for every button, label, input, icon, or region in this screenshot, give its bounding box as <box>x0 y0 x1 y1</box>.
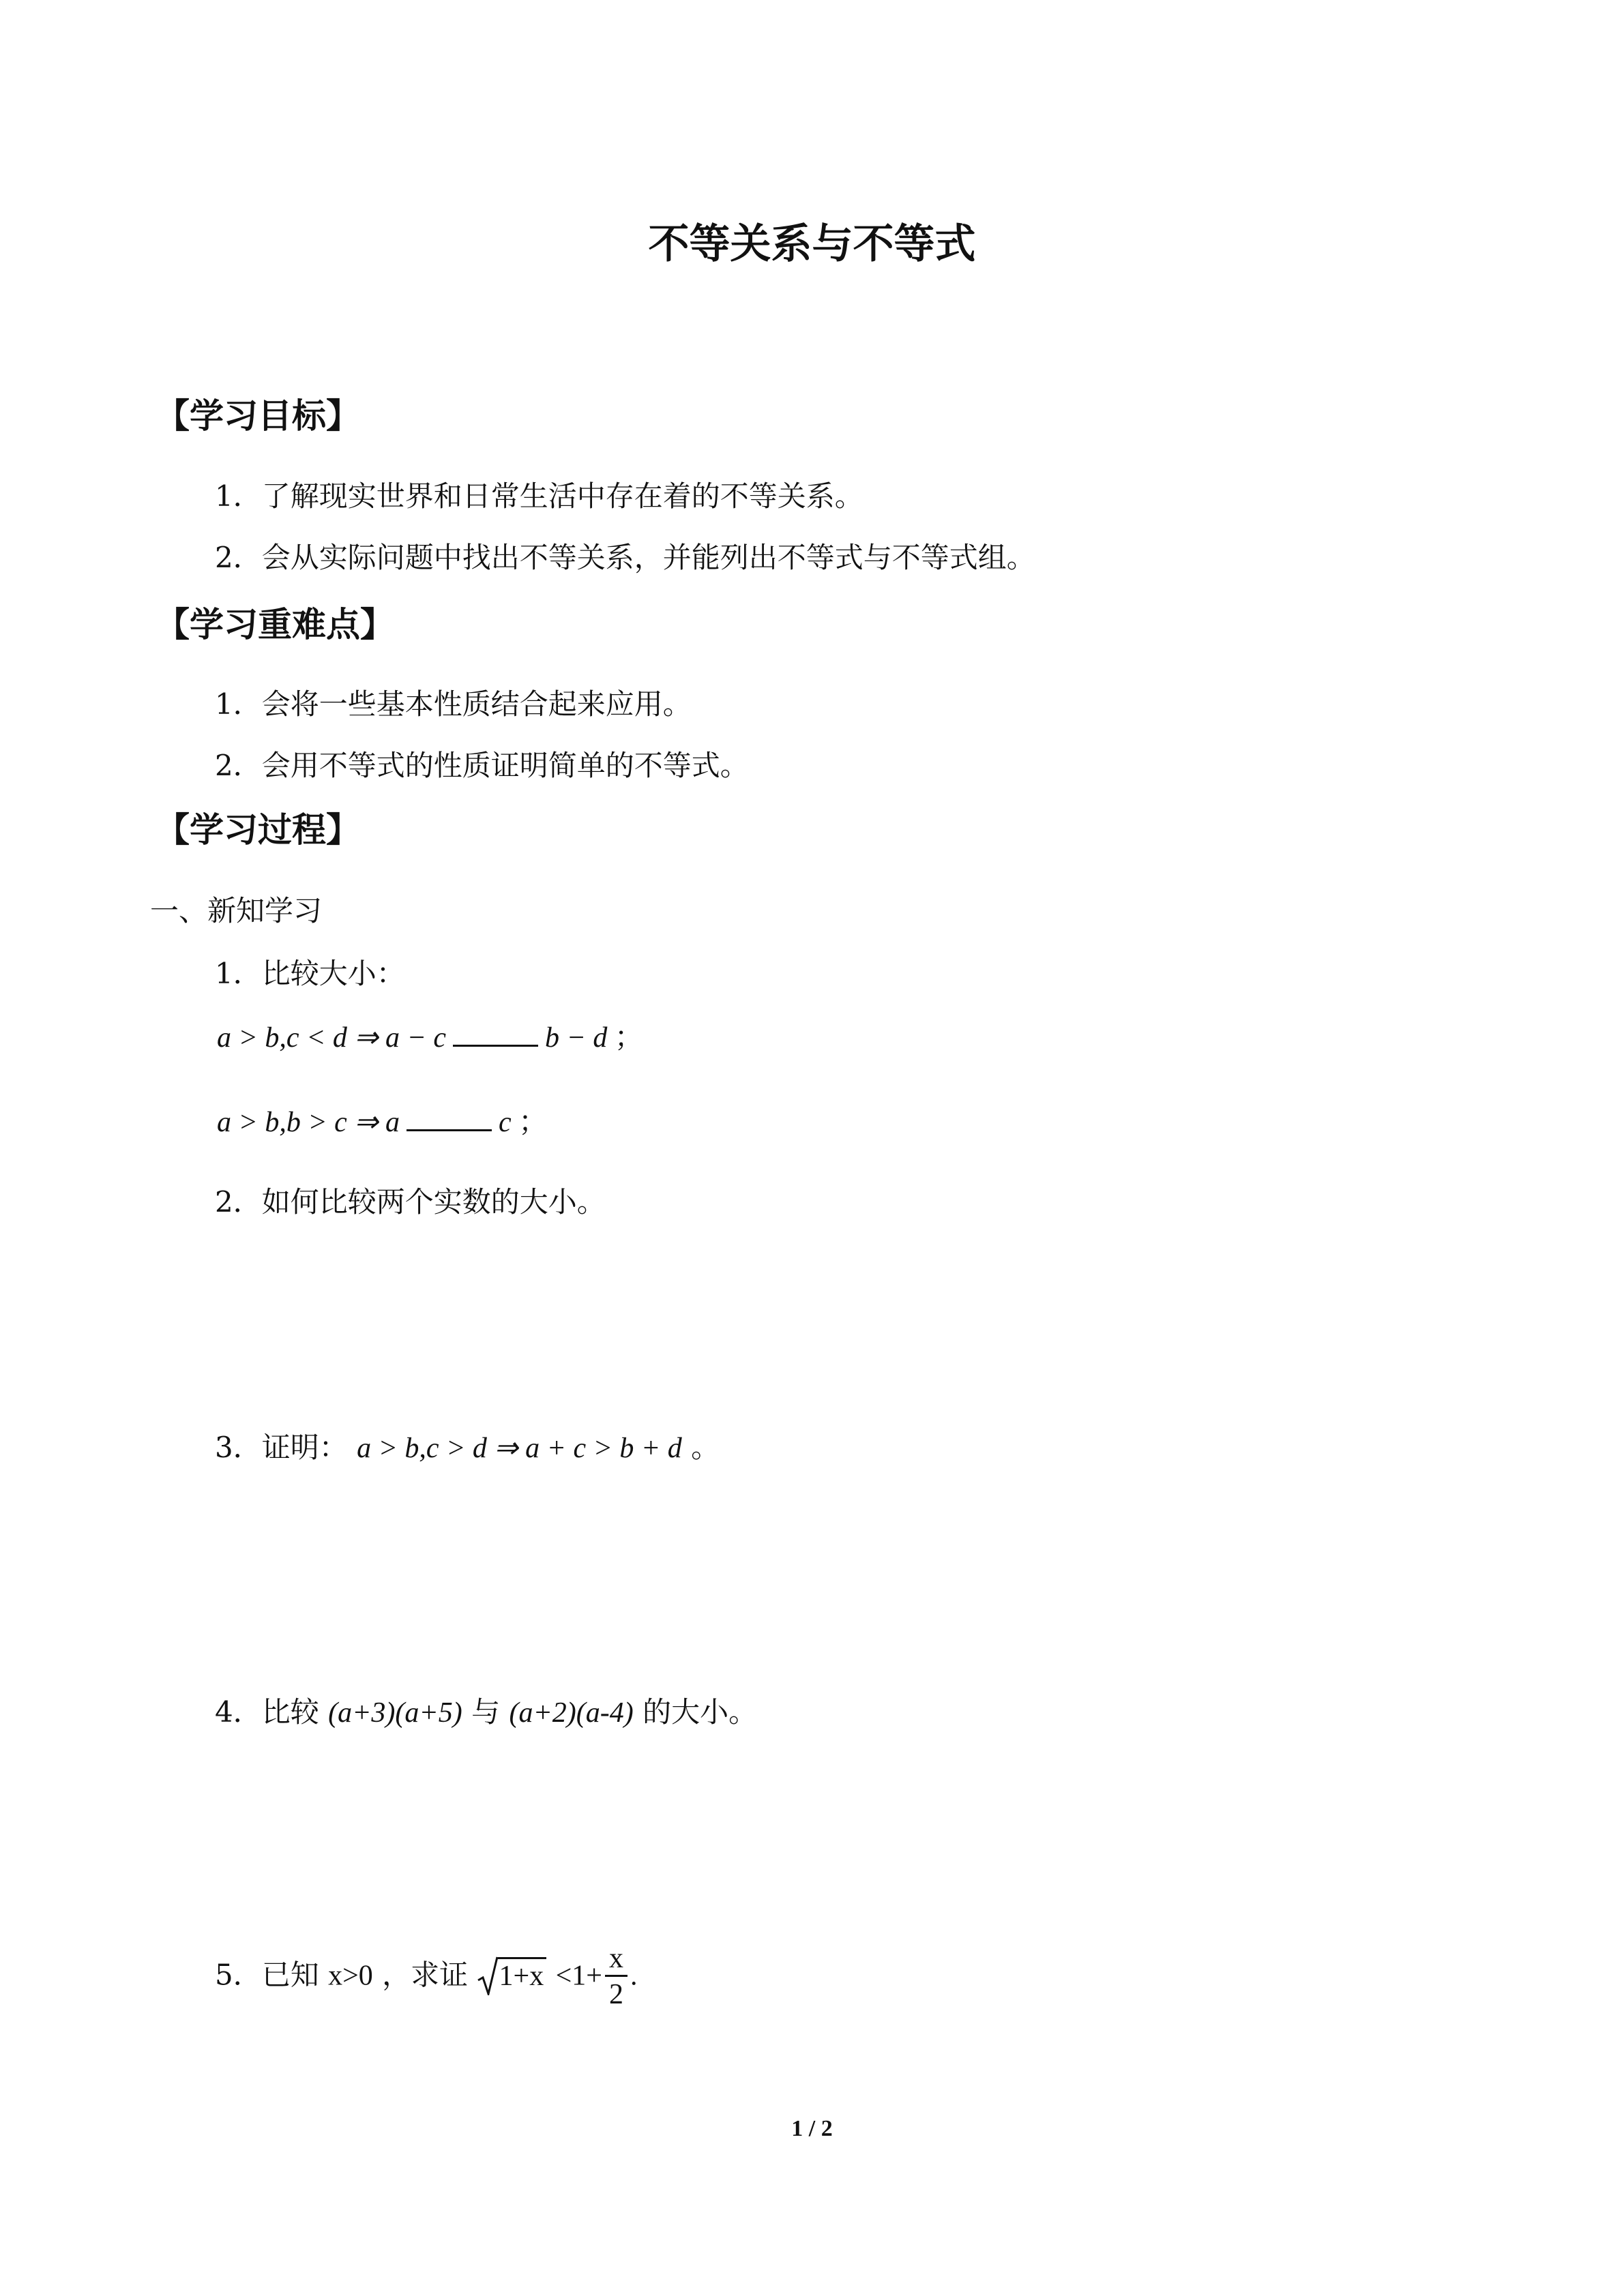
semicolon-1: ； <box>614 1022 643 1054</box>
page-title: 不等关系与不等式 <box>648 220 976 268</box>
question-1-expression-2 <box>217 1099 547 1140</box>
question-5-label: 5．已知 <box>215 1958 319 1992</box>
question-4-label: 4．比较 <box>215 1695 319 1729</box>
fraction-denominator: 2 <box>608 1979 623 2010</box>
question-5-inequality: <1+ <box>555 1960 602 1992</box>
question-4-expression-1: (a+3)(a+5) <box>328 1697 462 1729</box>
question-3-label: 3．证明： <box>215 1431 348 1464</box>
objective-item-2: 2．会从实际问题中找出不等关系，并能列出不等式与不等式组。 <box>215 541 1035 574</box>
question-1-expression-1 <box>217 1015 643 1056</box>
question-5-mid: ，求证 <box>382 1958 469 1992</box>
expression-2-left: a > b,b > c ⇒ a <box>217 1107 400 1138</box>
expression-1-right: b − d <box>545 1022 608 1054</box>
question-1-label: 1．比较大小： <box>215 957 405 990</box>
radical-sign-icon <box>477 1956 498 1995</box>
subheading-new-knowledge: 一、新知学习 <box>150 894 323 927</box>
objective-item-1: 1．了解现实世界和日常生活中存在着的不等关系。 <box>215 479 863 513</box>
fill-blank-1[interactable] <box>453 1022 538 1047</box>
question-5-condition: x>0 <box>328 1960 373 1992</box>
fill-blank-2[interactable] <box>407 1106 492 1131</box>
question-3-expression: a > b,c > d ⇒ a + c > b + d <box>357 1433 682 1464</box>
question-4-expression-2: (a+2)(a-4) <box>509 1697 634 1729</box>
question-3-end: 。 <box>691 1431 720 1464</box>
key-point-item-1: 1．会将一些基本性质结合起来应用。 <box>215 687 692 721</box>
section-heading-objectives: 【学习目标】 <box>156 396 360 436</box>
question-4-end: 的大小。 <box>643 1695 758 1729</box>
expression-2-right: c <box>499 1107 512 1138</box>
question-4-mid: 与 <box>471 1695 501 1729</box>
section-heading-key-points: 【学习重难点】 <box>156 605 394 644</box>
section-heading-process: 【学习过程】 <box>156 810 360 850</box>
question-4 <box>215 1690 757 1731</box>
fraction <box>605 1942 628 2012</box>
question-3 <box>215 1425 720 1466</box>
question-5-end: . <box>630 1960 638 1992</box>
question-2: 2．如何比较两个实数的大小。 <box>215 1185 606 1219</box>
question-5 <box>215 1942 637 2012</box>
expression-1-left: a > b,c < d ⇒ a − c <box>217 1022 446 1054</box>
fraction-numerator: x <box>605 1942 628 1977</box>
square-root-radicand: 1+x <box>498 1957 547 1992</box>
page-number: 1 / 2 <box>791 2116 833 2141</box>
square-root <box>477 1960 547 1993</box>
semicolon-2: ； <box>518 1107 548 1138</box>
key-point-item-2: 2．会用不等式的性质证明简单的不等式。 <box>215 749 749 782</box>
